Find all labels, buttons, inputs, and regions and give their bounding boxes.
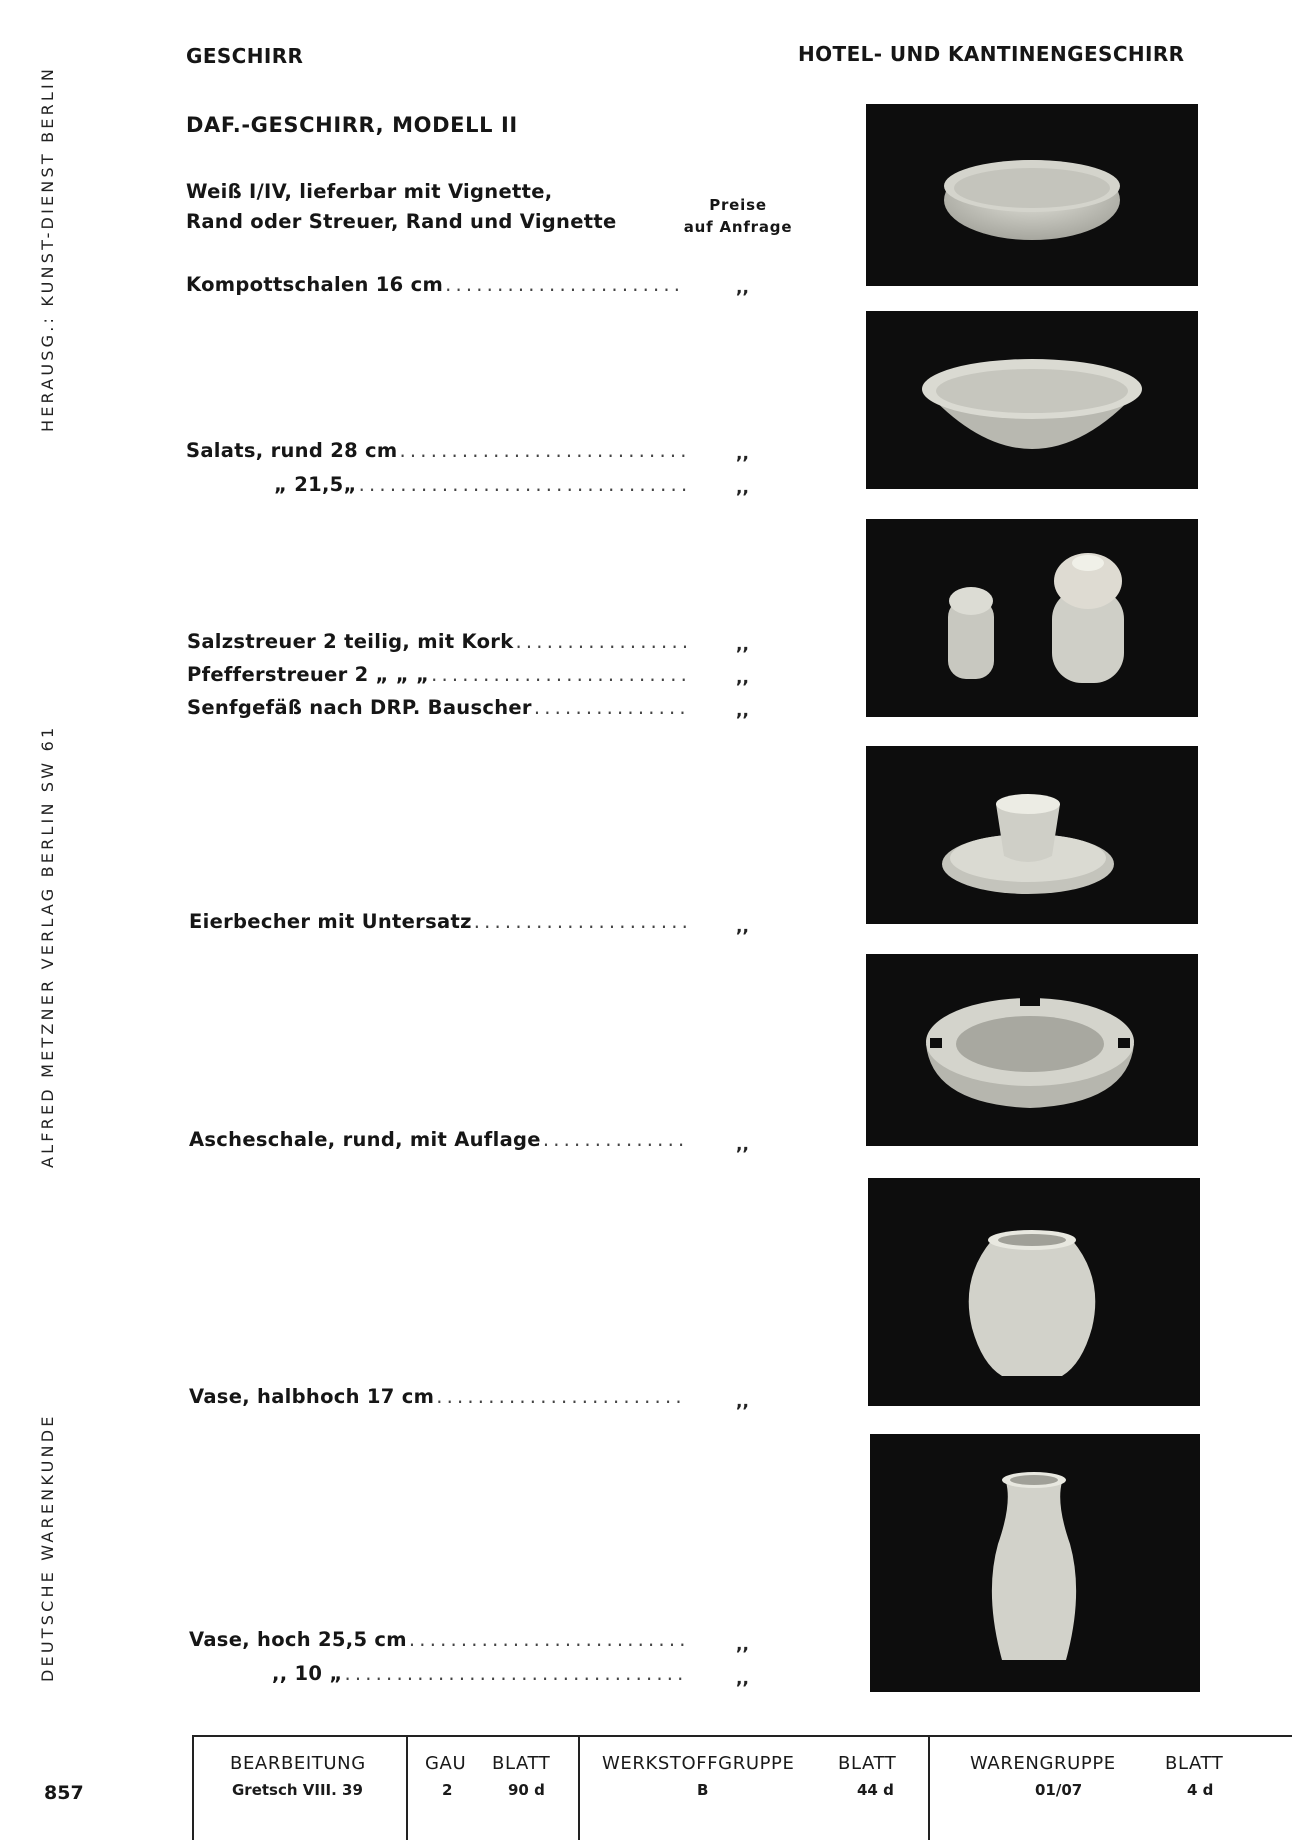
item-pfefferstreuer [187,663,686,689]
photo-salad-bowl [866,311,1198,489]
egg-cup-illustration [866,746,1198,924]
footer-divider [192,1735,194,1840]
ditto-mark: ,, [736,1635,749,1655]
werkstoffgruppe-label: WERKSTOFFGRUPPE [602,1753,795,1774]
category-heading: GESCHIRR [186,44,304,68]
ditto-mark: ,, [736,478,749,498]
shakers-illustration [866,519,1198,717]
margin-publisher: HERAUSG.: KUNST-DIENST BERLIN [38,65,57,432]
vase-tall-illustration [870,1434,1200,1692]
item-vase-hoch [189,1628,686,1654]
footer-rule [192,1735,1292,1737]
item-eierbecher [189,910,686,936]
description-line-2: Rand oder Streuer, Rand und Vignette [186,210,617,233]
item-label: Vase, halbhoch 17 cm [189,1385,435,1408]
item-senfgefaess [187,696,686,722]
photo-vase-half-height [868,1178,1200,1406]
item-salats-21 [274,473,686,499]
item-kompottschalen [186,273,686,299]
gau-label: GAU [425,1753,467,1774]
leader-dots [474,910,686,933]
compote-bowl-illustration [866,104,1198,286]
footer-divider [928,1735,930,1840]
photo-compote-bowl [866,104,1198,286]
item-label: „ 21,5„ [274,473,357,496]
item-salats-28 [186,439,686,465]
ditto-mark: ,, [736,1392,749,1412]
bearbeitung-label: BEARBEITUNG [230,1753,366,1774]
photo-ashtray [866,954,1198,1146]
photo-salt-pepper-shakers [866,519,1198,717]
item-label: Ascheschale, rund, mit Auflage [189,1128,541,1151]
gau-blatt-label: BLATT [492,1753,551,1774]
ditto-mark: ,, [736,701,749,721]
leader-dots [436,1385,686,1408]
ditto-mark: ,, [736,1135,749,1155]
page-number: 857 [44,1782,84,1804]
ditto-mark: ,, [736,668,749,688]
waren-blatt-label: BLATT [1165,1753,1224,1774]
leader-dots [400,439,686,462]
salad-bowl-illustration [866,311,1198,489]
photo-vase-tall [870,1434,1200,1692]
item-label: Salats, rund 28 cm [186,439,398,462]
leader-dots [409,1628,686,1651]
leader-dots [534,696,686,719]
margin-imprint: ALFRED METZNER VERLAG BERLIN SW 61 [38,724,57,1168]
vase-half-height-illustration [868,1178,1200,1406]
item-label: Pfefferstreuer 2 „ „ „ [187,663,430,686]
waren-blatt-value: 4 d [1187,1781,1214,1799]
ditto-mark: ,, [736,278,749,298]
section-heading: HOTEL- UND KANTINENGESCHIRR [798,42,1185,66]
leader-dots [359,473,686,496]
item-label: Eierbecher mit Untersatz [189,910,472,933]
gau-blatt-value: 90 d [508,1781,545,1799]
leader-dots [431,663,686,686]
leader-dots [516,630,687,653]
footer-divider [578,1735,580,1840]
ditto-mark: ,, [736,444,749,464]
ashtray-illustration [866,954,1198,1146]
description-line-1: Weiß I/IV, lieferbar mit Vignette, [186,180,553,203]
margin-series: DEUTSCHE WARENKUNDE [38,1413,57,1682]
leader-dots [543,1128,686,1151]
prices-note-line-1: Preise [709,196,767,214]
werkstoff-blatt-value: 44 d [857,1781,894,1799]
gau-value: 2 [442,1781,453,1799]
item-label: Salzstreuer 2 teilig, mit Kork [187,630,514,653]
prices-note-line-2: auf Anfrage [683,218,793,236]
photo-egg-cup [866,746,1198,924]
leader-dots [445,273,686,296]
warengruppe-value: 01/07 [1035,1781,1083,1799]
item-ascheschale [189,1128,686,1154]
footer-divider [406,1735,408,1840]
ditto-mark: ,, [736,1669,749,1689]
leader-dots [344,1662,686,1685]
item-vase-10 [272,1662,686,1688]
item-label: Vase, hoch 25,5 cm [189,1628,407,1651]
werkstoffgruppe-value: B [697,1781,709,1799]
ditto-mark: ,, [736,635,749,655]
werkstoff-blatt-label: BLATT [838,1753,897,1774]
model-title: DAF.-GESCHIRR, MODELL II [186,113,518,137]
bearbeitung-value: Gretsch VIII. 39 [232,1781,363,1799]
item-vase-halbhoch [189,1385,686,1411]
item-label: Kompottschalen 16 cm [186,273,444,296]
item-label: ,, 10 „ [272,1662,343,1685]
warengruppe-label: WARENGRUPPE [970,1753,1116,1774]
ditto-mark: ,, [736,917,749,937]
item-label: Senfgefäß nach DRP. Bauscher [187,696,532,719]
item-salzstreuer [187,630,686,656]
